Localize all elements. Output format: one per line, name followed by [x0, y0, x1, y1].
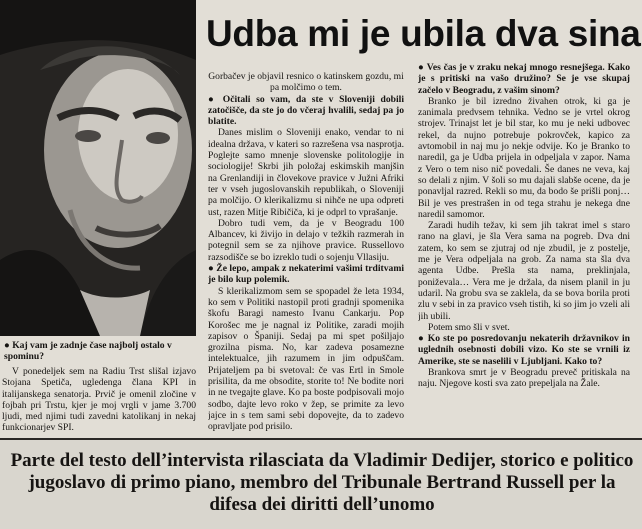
interview-question: ● Ko ste po posredovanju nekaterih državnikov in uglednih osebnosti dobili vizo. Ko ste se vrnili iz Amerike, ste se naselili v Ljubljani. Kako to?	[418, 333, 630, 367]
interview-answer: Potem smo šli v svet.	[428, 321, 510, 333]
portrait-illustration	[0, 0, 196, 336]
interview-answer: Danes mislim o Sloveniji enako, vendar to ni idealna država, v kateri so razrešena vsa nasprotja. Poglejte samo mnenje slovenske politologije in sociologije! Skrbi jih položaj eskimskih manjšin na Grenlandiji in človekove pravice v Južni Afriki ter v vseh jugoslovanskih republikah, o Sloveniji pa molčijo. O klerikalizmu si nihče ne upa odpreti ust, razen Mitje Ribičiča, ki je odprl to vprašanje.	[208, 127, 404, 218]
interview-answer: S klerikalizmom sem se spopadel že leta 1934, ko sem v Politiki nastopil proti gradnji spomenika škofu Baragi namesto Ivanu Cankarju. Pop Korošec me je nagnal iz Politike, zaradi mojih zapisov o Španiji. Sedaj pa mi spet pošiljajo grozilna pisma. No, kar zadeva posamezne intelektualce, jih razumem in jim odpuščam. Prijateljem pa bi svetoval: če vas Ertl in Smole prisilita, da me obsodite, storite to! Ne bodite nori in ne tvegajte glave. Ko pa boste podpisovali mojo sodbo, dajte levo roko v žep, se primite za levo jajce in s tem sami sebi dopovejte, da to zadevo opravljate pod prisilo.	[208, 285, 404, 433]
interview-question-left: ● Kaj vam je zadnje čase najbolj ostalo v spominu?	[4, 340, 172, 363]
clipping-caption: Parte del testo dell’intervista rilasciata da Vladimir Dedijer, storico e politico jugoslavo di primo piano, membro del Tribunale Bertrand Russell per la difesa dei diritti dell’unomo	[10, 450, 634, 515]
interview-answer: V ponedeljek sem na Radiu Trst slišal izjavo Stojana Spetiča, ugledenga člana KPI in italijanskega senatorja. Prvič je omenil zločine v fojbah pri Trstu, kjer je moj vrgli v jame 3.700 ljudi, med njimi tudi zavedni katolikanj in nekaj funkcionarjev SPI.	[2, 366, 196, 434]
article-lead: Gorbačev je objavil resnico o katinskem gozdu, mi pa molčimo o tem.	[208, 71, 404, 94]
interview-answer: Dobro tudi vem, da je v Beogradu 100 Albancev, ki živijo in delajo v težkih razmerah in potegnil sem se za njihove pravice. Russellovo razsodišče se bo izreklo tudi o sojenju Vllasiju.	[208, 217, 404, 263]
interview-question: ● Ves čas je v zraku nekaj mnogo resnejšega. Kako je s pritiski na vašo družino? Se je vse skupaj začelo v Beogradu, z vašim sinom?	[418, 62, 630, 96]
interview-answer: Zaradi hudih težav, ki sem jih takrat imel s staro rano na glavi, je šla Vera sama na pogreb. Dva dni zatem, ko sem se zjutraj od nje zbudil, je z postelje, me je Vera odpeljala na grob. Za nama sta šla dva agenta Udbe. Prešla sta nama, preklinjala, poniževala… Vera me je držala, da nisem planil in ju udaril. Na grobu sva se zaklela, da se bova borila proti zlu v sebi in za pravico vseh tistih, ki so jim jo vzeli ali jih ubili.	[418, 220, 630, 322]
clipping-border	[0, 438, 642, 440]
interview-question: ● Očitali so vam, da ste v Sloveniji dobili zatočišče, da ste jo do včeraj hvalili, sedaj pa jo blatite.	[208, 93, 404, 128]
article-column-1	[208, 71, 404, 433]
interview-question: ● Že lepo, ampak z nekaterimi vašimi trditvami je bilo kup polemik.	[208, 263, 404, 286]
article-column-left	[2, 366, 196, 434]
interview-answer: Branko je bil izredno živahen otrok, ki ga je zanimala predvsem tehnika. Vedno se je vrtel okrog strojev. Trinajst let je bil star, ko mu je neki udbovec rekel, da nujno potrebuje pokrovček, kapico za avtomobil in naj mu jo nekje odvije. Ko je Branko to naredil, ga je Udba prijela in odpeljala v zapor. Nama z Vero o tem niso nič povedali. Še danes ne veva, kaj so delali z njim. V šoli so mu dajali slabše ocene, da je ponavljal razred. Rekli so mu, da bodo še prišli ponj… Bil je ves prestrašen in od tega strahu je nekega dne naredil samomor.	[418, 95, 630, 220]
article-headline: Udba mi je ubila dva sina	[206, 13, 641, 54]
interview-answer: Brankova smrt je v Beogradu preveč pritiskala na naju. Njegove kosti sva zato prepeljala na Žale.	[418, 367, 630, 390]
article-column-2	[418, 62, 630, 434]
portrait-photo	[0, 0, 196, 336]
